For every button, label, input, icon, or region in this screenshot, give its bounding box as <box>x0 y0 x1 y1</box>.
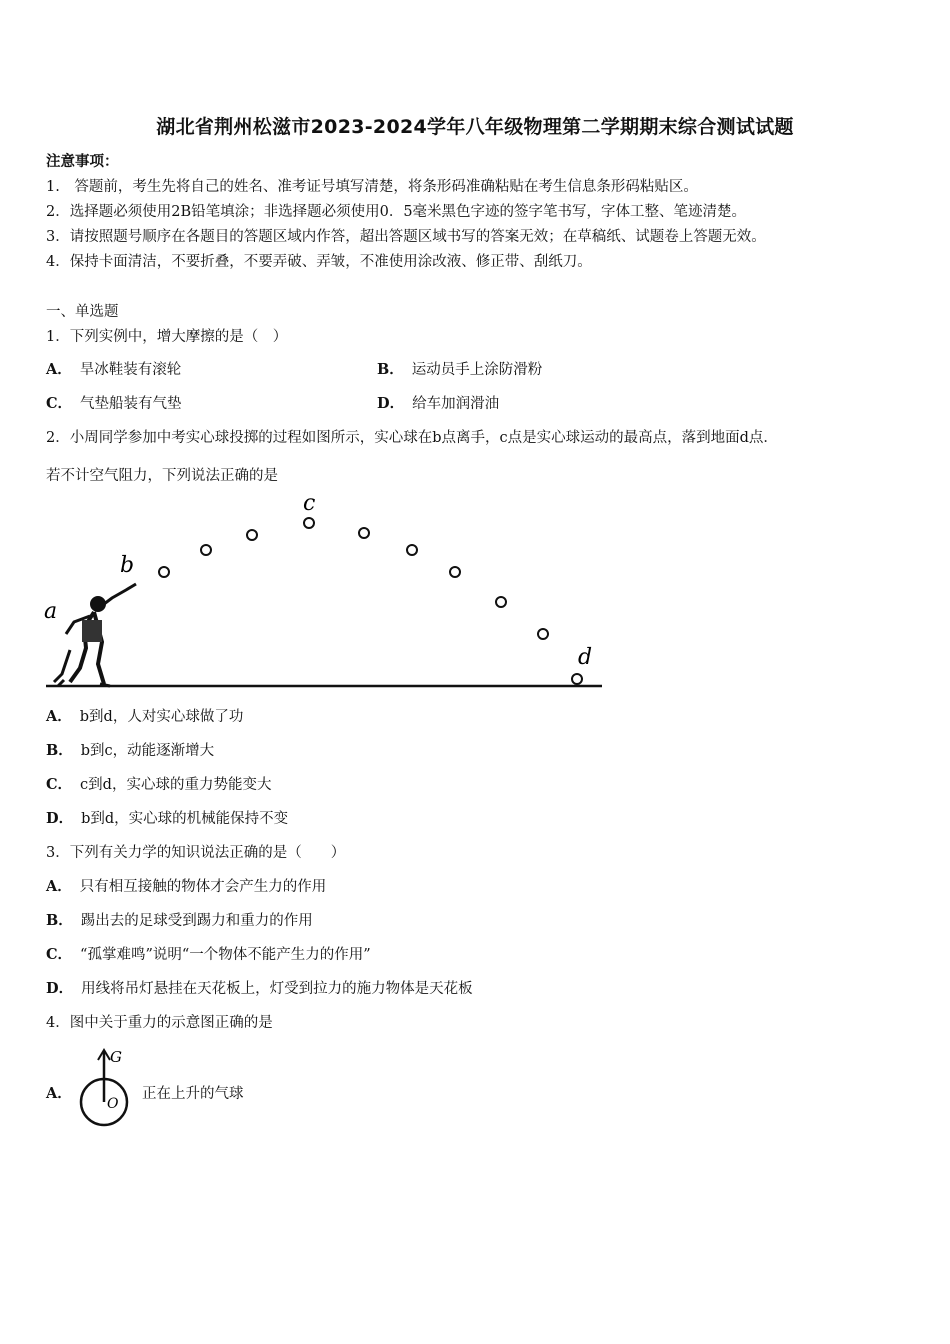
option-text: 只有相互接触的物体才会产生力的作用 <box>79 879 327 895</box>
option-text: 给车加润滑油 <box>412 396 500 412</box>
section-heading: 一、单选题 <box>46 304 119 320</box>
exam-title: 湖北省荆州松滋市2023-2024学年八年级物理第二学期期末综合测试试题 <box>156 116 794 138</box>
q3-option-a <box>46 877 326 897</box>
label-c: c <box>303 492 316 516</box>
q1-option-a <box>46 360 181 380</box>
athlete-figure <box>54 584 136 686</box>
ball-3 <box>247 530 257 540</box>
q1-option-c <box>46 394 182 414</box>
option-text: b到c，动能逐渐增大 <box>80 743 215 759</box>
label-d: d <box>578 645 593 670</box>
option-text: 运动员手上涂防滑粉 <box>411 362 543 378</box>
balloon-gravity-figure <box>76 1046 136 1128</box>
label-g: G <box>110 1048 122 1066</box>
ball-5 <box>359 528 369 538</box>
q1-stem: 1．下列实例中，增大摩擦的是（ ） <box>46 329 288 345</box>
q4-option-a-text: 正在上升的气球 <box>142 1086 244 1102</box>
option-letter: D． <box>46 980 74 997</box>
q3-option-d <box>46 979 473 999</box>
ball-8 <box>496 597 506 607</box>
label-a: a <box>44 599 58 624</box>
option-letter: B． <box>46 742 73 759</box>
notice-item-4: 4．保持卡面清洁，不要折叠，不要弄破、弄皱，不准使用涂改液、修正带、刮纸刀。 <box>46 254 592 270</box>
q4-stem: 4．图中关于重力的示意图正确的是 <box>46 1015 273 1031</box>
option-text: 用线将吊灯悬挂在天花板上，灯受到拉力的施力物体是天花板 <box>81 981 473 997</box>
q2-option-d <box>46 809 288 829</box>
option-text: 旱冰鞋装有滚轮 <box>79 362 182 378</box>
ball-4-highest <box>304 518 314 528</box>
option-letter: B． <box>377 361 404 378</box>
q3-option-b <box>46 911 313 931</box>
option-text: b到d，实心球的机械能保持不变 <box>81 811 289 827</box>
option-letter: A． <box>46 878 72 895</box>
q2-option-a <box>46 707 243 727</box>
ball-9 <box>538 629 548 639</box>
ball-1 <box>159 567 169 577</box>
option-letter: C． <box>46 776 73 793</box>
q3-option-c <box>46 945 371 965</box>
option-text: 踢出去的足球受到踢力和重力的作用 <box>80 913 313 929</box>
option-letter: A． <box>46 361 72 378</box>
option-text: c到d，实心球的重力势能变大 <box>80 777 272 793</box>
shot-put-figure <box>40 492 610 694</box>
ball-2 <box>201 545 211 555</box>
label-b: b <box>120 553 135 578</box>
option-letter: D． <box>46 810 74 827</box>
notice-heading: 注意事项： <box>46 153 119 170</box>
q4-option-a-letter <box>46 1084 80 1104</box>
option-text: “孤掌难鸣”说明“一个物体不能产生力的作用” <box>80 947 371 963</box>
q3-stem: 3．下列有关力学的知识说法正确的是（ ） <box>46 845 346 861</box>
q1-option-b <box>377 360 542 380</box>
ball-6 <box>407 545 417 555</box>
ball-7 <box>450 567 460 577</box>
option-letter: A． <box>46 1085 72 1102</box>
option-text: b到d，人对实心球做了功 <box>79 709 244 725</box>
label-o: O <box>107 1096 119 1112</box>
q2-stem-line1: 2．小周同学参加中考实心球投掷的过程如图所示，实心球在b点离手，c点是实心球运动的最高点，落到地面d点． <box>46 430 778 446</box>
ball-landing <box>572 674 582 684</box>
option-text: 气垫船装有气垫 <box>80 396 182 412</box>
option-letter: D． <box>377 395 405 412</box>
q1-option-d <box>377 394 499 414</box>
notice-item-1: 1. 答题前，考生先将自己的姓名、准考证号填写清楚，将条形码准确粘贴在考生信息条形码粘贴区。 <box>46 179 698 195</box>
q2-option-b <box>46 741 214 761</box>
option-letter: C． <box>46 395 73 412</box>
option-letter: B． <box>46 912 73 929</box>
q2-stem-line2: 若不计空气阻力，下列说法正确的是 <box>46 468 278 484</box>
notice-item-3: 3．请按照题号顺序在各题目的答题区域内作答，超出答题区域书写的答案无效；在草稿纸、试题卷上答题无效。 <box>46 229 766 245</box>
q2-option-c <box>46 775 271 795</box>
option-letter: C． <box>46 946 73 963</box>
option-letter: A． <box>46 708 72 725</box>
notice-item-2: 2．选择题必须使用2B铅笔填涂；非选择题必须使用0．5毫米黑色字迹的签字笔书写，字体工整、笔迹清楚。 <box>46 204 747 220</box>
